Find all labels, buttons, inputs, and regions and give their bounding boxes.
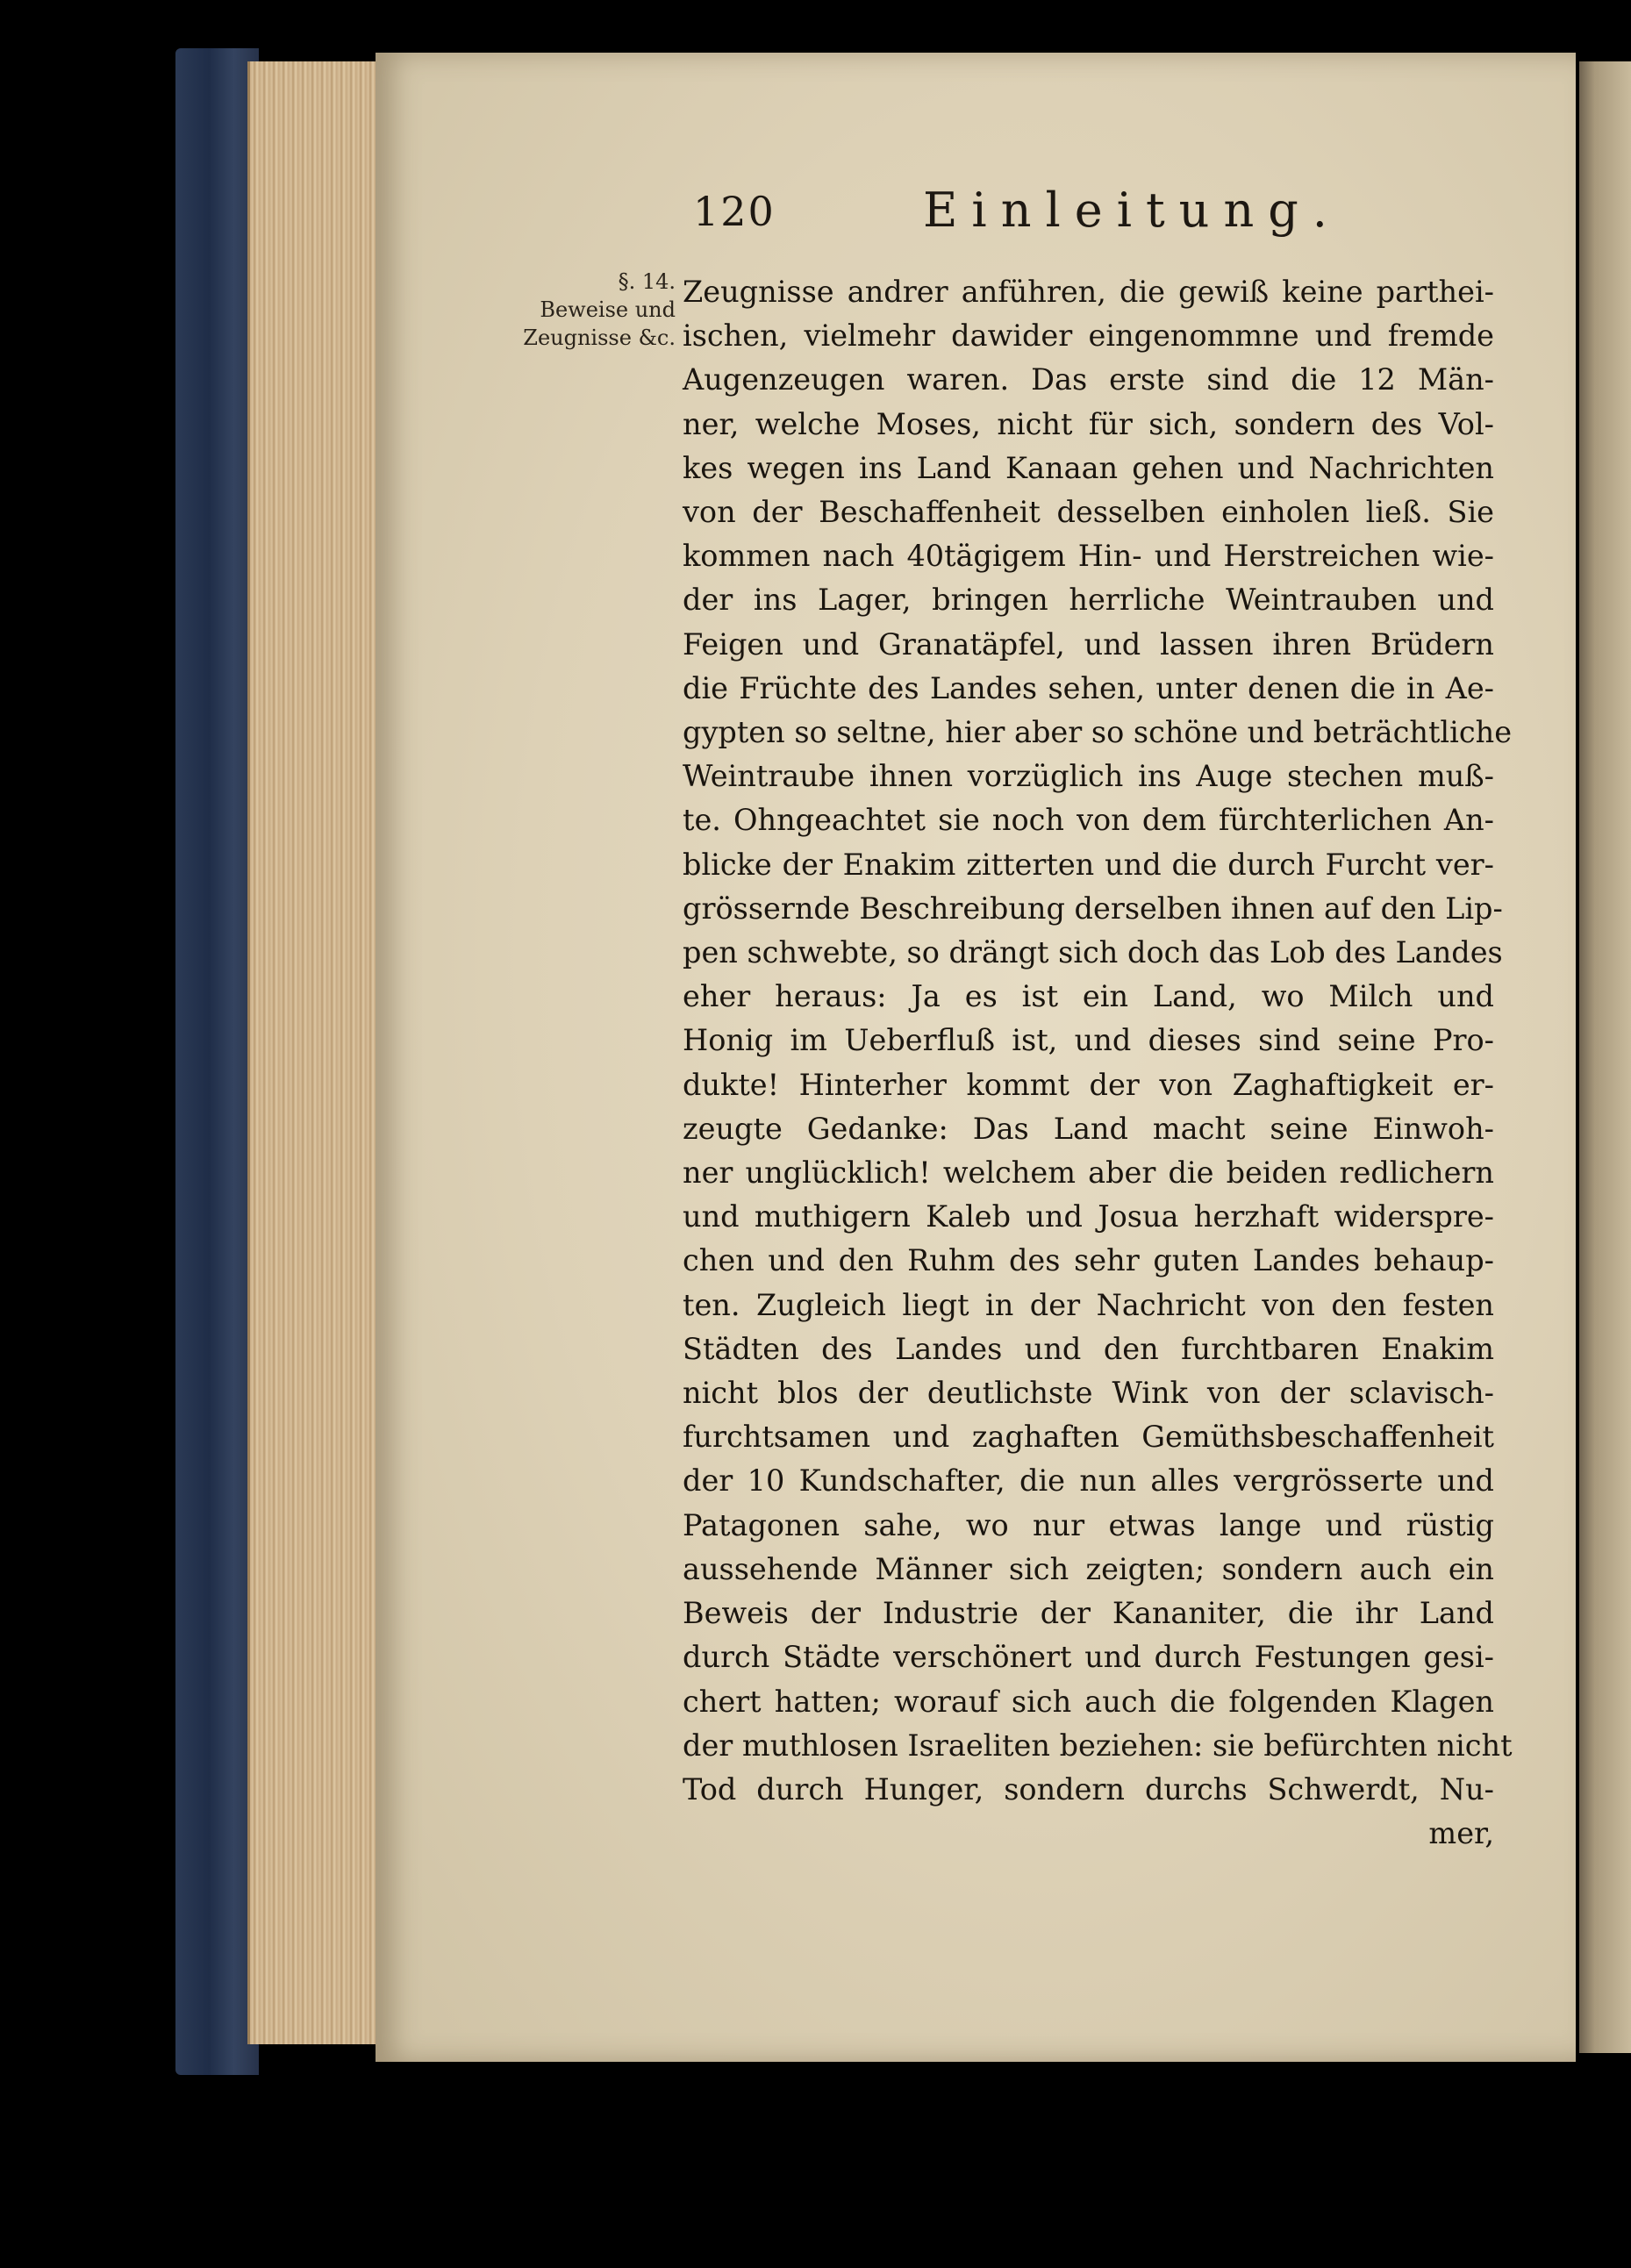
text-line: eher heraus: Ja es ist ein Land, wo Milch und [683, 979, 1494, 1014]
facing-page-edge [1579, 61, 1631, 2053]
text-line: chert hatten; worauf sich auch die folgenden Klagen [683, 1684, 1494, 1719]
text-line: aussehende Männer sich zeigten; sondern auch ein [683, 1551, 1494, 1586]
text-line: nicht blos der deutlichste Wink von der sclavisch- [683, 1376, 1494, 1411]
margin-note [469, 268, 676, 352]
text-line: chen und den Ruhm des sehr guten Landes behaup- [683, 1243, 1494, 1278]
text-line: dukte! Hinterher kommt der von Zaghaftigkeit er- [683, 1067, 1494, 1102]
text-line: durch Städte verschönert und durch Festungen gesi- [683, 1640, 1494, 1675]
text-line: kommen nach 40tägigem Hin- und Herstreichen wie- [683, 539, 1494, 574]
text-line: Zeugnisse andrer anführen, die gewiß keine parthei- [683, 275, 1494, 309]
page-number: 120 [693, 188, 776, 235]
text-line: ten. Zugleich liegt in der Nachricht von den festen [683, 1287, 1494, 1322]
text-line: te. Ohngeachtet sie noch von dem fürchterlichen An- [683, 803, 1494, 838]
text-line: kes wegen ins Land Kanaan gehen und Nachrichten [683, 450, 1494, 485]
text-line: die Früchte des Landes sehen, unter denen die in Ae- [683, 670, 1494, 705]
text-line: und muthigern Kaleb und Josua herzhaft widerspre- [683, 1199, 1494, 1234]
running-head: Einleitung. [923, 182, 1341, 238]
text-line: Feigen und Granatäpfel, und lassen ihren Brüdern [683, 626, 1494, 662]
text-line: Augenzeugen waren. Das erste sind die 12 Män- [683, 362, 1494, 397]
text-line: pen schwebte, so drängt sich doch das Lob des Landes [683, 935, 1503, 970]
text-line: der muthlosen Israeliten beziehen: sie befürchten nicht [683, 1728, 1513, 1763]
text-line: Patagonen sahe, wo nur etwas lange und rüstig [683, 1507, 1494, 1542]
text-line: der ins Lager, bringen herrliche Weintrauben und [683, 583, 1494, 618]
text-line: zeugte Gedanke: Das Land macht seine Einwoh- [683, 1111, 1494, 1146]
text-line: Städten des Landes und den furchtbaren Enakim [683, 1331, 1494, 1366]
text-line: furchtsamen und zaghaften Gemüthsbeschaffenheit [683, 1420, 1494, 1455]
body-text [683, 270, 1513, 1856]
catchword: mer, [1428, 1816, 1494, 1851]
text-line: ner unglücklich! welchem aber die beiden redlichern [683, 1155, 1494, 1191]
text-line: der 10 Kundschafter, die nun alles vergrösserte und [683, 1463, 1494, 1499]
text-line: Beweis der Industrie der Kananiter, die ihr Land [683, 1596, 1494, 1631]
book-cover-edge [175, 48, 259, 2075]
margin-note-line: Beweise und [540, 297, 676, 322]
text-line: Honig im Ueberfluß ist, und dieses sind seine Pro- [683, 1023, 1494, 1058]
text-line: gypten so seltne, hier aber so schöne und beträchtliche [683, 715, 1513, 750]
text-line: Tod durch Hunger, sondern durchs Schwerdt, Nu- [683, 1771, 1494, 1807]
text-line: blicke der Enakim zitterten und die durch Furcht ver- [683, 847, 1494, 882]
text-line: ner, welche Moses, nicht für sich, sondern des Vol- [683, 406, 1494, 441]
page-header [693, 182, 1341, 244]
text-line: ischen, vielmehr dawider eingenommne und fremde [683, 318, 1494, 354]
text-line: von der Beschaffenheit desselben einholen ließ. Sie [683, 495, 1494, 530]
page-stack-edges [247, 61, 380, 2044]
margin-note-section: §. 14. [618, 269, 676, 294]
text-line: Weintraube ihnen vorzüglich ins Auge stechen muß- [683, 759, 1494, 794]
margin-note-line: Zeugnisse &c. [523, 326, 676, 350]
text-line: grössernde Beschreibung derselben ihnen auf den Lip- [683, 891, 1503, 926]
